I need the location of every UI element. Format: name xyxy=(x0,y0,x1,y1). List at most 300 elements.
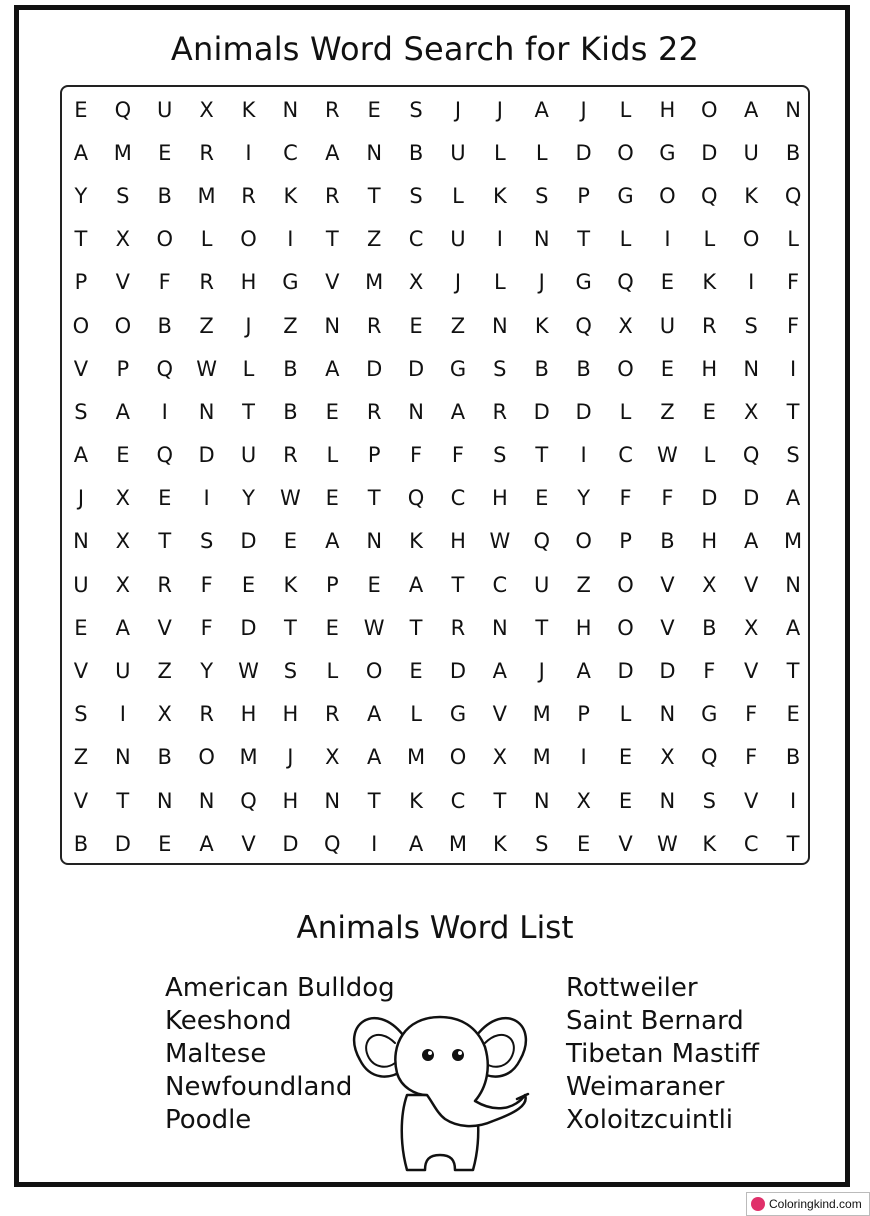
grid-letter: W xyxy=(489,529,511,554)
grid-letter: N xyxy=(156,788,173,813)
grid-letter: F xyxy=(703,659,716,684)
grid-letter: X xyxy=(660,745,675,770)
grid-letter: E xyxy=(367,97,381,122)
grid-letter: U xyxy=(73,572,89,597)
grid-letter: V xyxy=(492,702,508,727)
grid-letter: Q xyxy=(407,486,425,511)
grid-letter: H xyxy=(240,270,257,295)
grid-letter: A xyxy=(785,486,801,511)
grid-letter: A xyxy=(534,97,549,122)
grid-letter: D xyxy=(449,659,467,684)
grid-letter: L xyxy=(410,702,422,727)
word-item: Maltese xyxy=(165,1039,267,1069)
grid-letter: V xyxy=(744,572,759,597)
grid-letter: N xyxy=(282,97,299,122)
grid-letter: I xyxy=(748,270,755,295)
grid-letter: R xyxy=(702,313,717,338)
grid-letter: R xyxy=(199,702,214,727)
grid-letter: L xyxy=(200,227,213,252)
grid-letter: Y xyxy=(242,486,255,511)
grid-letter: Z xyxy=(450,313,466,338)
grid-letter: L xyxy=(494,270,506,295)
grid-letter: C xyxy=(743,831,759,856)
grid-letter: S xyxy=(74,702,88,727)
grid-letter: T xyxy=(451,572,465,597)
grid-letter: F xyxy=(787,270,800,295)
grid-letter: Z xyxy=(199,313,214,338)
grid-letter: K xyxy=(283,572,298,597)
grid-letter: V xyxy=(744,659,759,684)
grid-letter: B xyxy=(785,745,801,770)
grid-letter: N xyxy=(198,399,215,424)
grid-letter: X xyxy=(115,227,131,252)
grid-letter: I xyxy=(161,399,168,424)
grid-letter: N xyxy=(743,356,760,381)
grid-letter: N xyxy=(785,97,801,122)
grid-letter: E xyxy=(660,356,675,381)
grid-letter: V xyxy=(618,831,633,856)
page-title: Animals Word Search for Kids 22 xyxy=(170,30,700,68)
grid-letter: E xyxy=(618,745,633,770)
grid-letter: B xyxy=(73,831,89,856)
grid-letter: O xyxy=(617,572,634,597)
grid-letter: S xyxy=(744,313,758,338)
grid-letter: E xyxy=(660,270,675,295)
grid-letter: G xyxy=(701,702,718,727)
grid-letter: Q xyxy=(114,97,132,122)
grid-letter: Q xyxy=(617,270,634,295)
grid-letter: X xyxy=(576,788,591,813)
grid-letter: T xyxy=(158,529,172,554)
grid-letter: O xyxy=(365,659,383,684)
grid-letter: N xyxy=(659,702,676,727)
grid-letter: R xyxy=(366,399,382,424)
grid-letter: R xyxy=(157,572,173,597)
grid-letter: L xyxy=(326,659,339,684)
grid-letter: E xyxy=(325,486,339,511)
grid-letter: I xyxy=(789,356,797,381)
grid-letter: N xyxy=(114,745,131,770)
grid-letter: N xyxy=(659,788,676,813)
word-item: American Bulldog xyxy=(165,973,395,1003)
grid-letter: H xyxy=(282,788,299,813)
grid-letter: N xyxy=(533,788,550,813)
grid-letter: O xyxy=(240,227,257,252)
grid-letter: O xyxy=(156,227,173,252)
grid-letter: Z xyxy=(283,313,298,338)
grid-letter: J xyxy=(496,97,503,122)
grid-letter: F xyxy=(451,443,464,468)
grid-letter: L xyxy=(494,140,506,165)
grid-letter: S xyxy=(199,529,214,554)
grid-letter: B xyxy=(702,615,717,640)
elephant-icon xyxy=(345,995,535,1185)
grid-letter: O xyxy=(617,140,634,165)
grid-letter: E xyxy=(786,702,800,727)
grid-letter: P xyxy=(577,183,590,208)
grid-letter: N xyxy=(366,140,383,165)
grid-letter: Q xyxy=(701,745,718,770)
grid-letter: K xyxy=(409,529,423,554)
grid-letter: O xyxy=(701,97,718,122)
grid-letter: X xyxy=(115,486,131,511)
grid-letter: D xyxy=(701,140,718,165)
grid-letter: U xyxy=(240,443,257,468)
grid-letter: D xyxy=(240,615,257,640)
grid-letter: K xyxy=(492,831,507,856)
grid-letter: U xyxy=(450,227,466,252)
grid-letter: K xyxy=(492,183,507,208)
grid-letter: O xyxy=(198,745,215,770)
grid-letter: Q xyxy=(533,529,550,554)
grid-letter: K xyxy=(283,183,298,208)
grid-letter: L xyxy=(326,443,339,468)
grid-letter: U xyxy=(157,97,173,122)
grid-letter: I xyxy=(245,140,252,165)
grid-letter: P xyxy=(74,270,88,295)
grid-letter: Q xyxy=(784,183,802,208)
grid-letter: J xyxy=(454,270,462,295)
grid-letter: V xyxy=(157,615,172,640)
word-item: Xoloitzcuintli xyxy=(566,1105,734,1135)
grid-letter: D xyxy=(701,486,718,511)
grid-letter: D xyxy=(743,486,760,511)
grid-letter: F xyxy=(410,443,423,468)
grid-letter: A xyxy=(366,745,382,770)
grid-letter: V xyxy=(115,270,131,295)
grid-letter: Y xyxy=(200,659,214,684)
grid-letter: T xyxy=(283,615,297,640)
grid-letter: G xyxy=(282,270,299,295)
grid-letter: D xyxy=(533,399,550,424)
grid-letter: Z xyxy=(576,572,591,597)
grid-letter: C xyxy=(283,140,298,165)
grid-letter: R xyxy=(324,97,340,122)
grid-letter: A xyxy=(325,140,340,165)
grid-letter: D xyxy=(282,831,299,856)
grid-letter: L xyxy=(619,227,632,252)
grid-letter: D xyxy=(366,356,383,381)
grid-letter: T xyxy=(409,615,423,640)
grid-letter: V xyxy=(325,270,340,295)
word-list-right xyxy=(566,972,759,1137)
grid-letter: Y xyxy=(577,486,591,511)
grid-letter: B xyxy=(660,529,675,554)
grid-letter: C xyxy=(408,227,424,252)
grid-letter: B xyxy=(283,356,298,381)
grid-letter: E xyxy=(158,486,172,511)
grid-letter: L xyxy=(703,443,716,468)
grid-letter: W xyxy=(238,659,259,684)
grid-letter: A xyxy=(492,659,508,684)
grid-letter: H xyxy=(659,97,676,122)
grid-letter: S xyxy=(535,831,549,856)
grid-letter: L xyxy=(242,356,255,381)
word-item: Weimaraner xyxy=(566,1072,725,1102)
grid-letter: F xyxy=(661,486,674,511)
grid-letter: V xyxy=(241,831,256,856)
grid-letter: R xyxy=(241,183,256,208)
grid-letter: N xyxy=(408,399,424,424)
grid-letter: D xyxy=(407,356,425,381)
grid-letter: O xyxy=(449,745,467,770)
grid-letter: F xyxy=(745,702,758,727)
grid-letter: L xyxy=(787,227,799,252)
grid-letter: E xyxy=(241,572,256,597)
grid-letter: C xyxy=(450,788,466,813)
grid-letter: M xyxy=(532,702,551,727)
grid-letter: G xyxy=(575,270,592,295)
grid-letter: K xyxy=(241,97,256,122)
grid-letter: I xyxy=(371,831,378,856)
grid-letter: R xyxy=(324,702,340,727)
word-item: Newfoundland xyxy=(165,1072,353,1102)
grid-letter: O xyxy=(659,183,676,208)
grid-letter: Q xyxy=(575,313,592,338)
grid-letter: O xyxy=(617,356,634,381)
grid-letter: P xyxy=(619,529,632,554)
grid-letter: X xyxy=(618,313,633,338)
grid-letter: F xyxy=(619,486,632,511)
grid-letter: G xyxy=(659,140,676,165)
grid-letter: T xyxy=(535,443,549,468)
grid-letter: A xyxy=(115,615,131,640)
grid-letter: S xyxy=(535,183,549,208)
grid-letter: V xyxy=(744,788,759,813)
grid-letter: Q xyxy=(156,356,173,381)
coloringkind-logo xyxy=(746,1192,870,1216)
grid-letter: N xyxy=(324,313,341,338)
grid-letter: I xyxy=(287,227,294,252)
grid-letter: A xyxy=(785,615,801,640)
grid-letter: L xyxy=(619,702,632,727)
grid-letter: A xyxy=(408,831,424,856)
grid-letter: V xyxy=(73,659,89,684)
grid-letter: L xyxy=(535,140,548,165)
grid-letter: X xyxy=(115,572,131,597)
grid-letter: P xyxy=(325,572,339,597)
grid-letter: Z xyxy=(157,659,172,684)
grid-letter: R xyxy=(199,140,214,165)
grid-letter: E xyxy=(325,615,339,640)
grid-letter: S xyxy=(116,183,130,208)
grid-letter: X xyxy=(115,529,131,554)
grid-letter: W xyxy=(657,443,678,468)
grid-letter: B xyxy=(785,140,801,165)
grid-letter: B xyxy=(283,399,298,424)
grid-letter: E xyxy=(74,97,88,122)
grid-letter: W xyxy=(657,831,678,856)
grid-letter: F xyxy=(200,572,213,597)
grid-letter: M xyxy=(113,140,132,165)
grid-letter: B xyxy=(157,745,172,770)
grid-letter: E xyxy=(535,486,549,511)
grid-letter: U xyxy=(115,659,131,684)
grid-letter: M xyxy=(407,745,426,770)
grid-letter: K xyxy=(702,831,717,856)
word-item: Keeshond xyxy=(165,1006,292,1036)
grid-letter: H xyxy=(701,356,718,381)
grid-letter: R xyxy=(450,615,466,640)
word-item: Rottweiler xyxy=(566,973,698,1003)
grid-letter: X xyxy=(702,572,717,597)
grid-letter: S xyxy=(493,443,507,468)
grid-letter: M xyxy=(448,831,468,856)
grid-letter: X xyxy=(199,97,214,122)
grid-letter: N xyxy=(491,615,508,640)
grid-letter: S xyxy=(409,97,423,122)
grid-letter: D xyxy=(659,659,676,684)
grid-letter: I xyxy=(496,227,503,252)
grid-letter: W xyxy=(196,356,217,381)
grid-letter: E xyxy=(409,313,423,338)
grid-letter: L xyxy=(619,97,632,122)
grid-letter: N xyxy=(73,529,89,554)
grid-letter: A xyxy=(325,356,340,381)
grid-letter: G xyxy=(449,356,467,381)
grid-letter: H xyxy=(240,702,257,727)
grid-letter: I xyxy=(203,486,210,511)
grid-letter: J xyxy=(454,97,462,122)
grid-letter: B xyxy=(534,356,549,381)
grid-letter: E xyxy=(158,831,172,856)
grid-letter: A xyxy=(450,399,466,424)
grid-letter: T xyxy=(577,227,591,252)
grid-letter: T xyxy=(116,788,130,813)
grid-letter: Y xyxy=(74,183,88,208)
grid-letter: K xyxy=(409,788,423,813)
grid-letter: N xyxy=(324,788,341,813)
grid-letter: E xyxy=(618,788,633,813)
grid-letter: S xyxy=(786,443,800,468)
grid-letter: O xyxy=(575,529,592,554)
grid-letter: A xyxy=(366,702,382,727)
grid-letter: H xyxy=(450,529,466,554)
grid-letter: A xyxy=(199,831,214,856)
grid-letter: G xyxy=(449,702,467,727)
word-search-grid xyxy=(60,88,814,865)
grid-letter: F xyxy=(787,313,800,338)
grid-letter: O xyxy=(72,313,90,338)
grid-letter: K xyxy=(744,183,759,208)
grid-letter: U xyxy=(743,140,759,165)
grid-letter: Q xyxy=(742,443,760,468)
grid-letter: J xyxy=(538,270,545,295)
grid-letter: T xyxy=(786,831,800,856)
grid-letter: N xyxy=(198,788,215,813)
grid-letter: K xyxy=(702,270,717,295)
grid-letter: B xyxy=(157,183,172,208)
grid-letter: M xyxy=(784,529,803,554)
grid-letter: N xyxy=(785,572,801,597)
grid-letter: T xyxy=(493,788,507,813)
grid-letter: B xyxy=(157,313,172,338)
grid-letter: V xyxy=(660,615,675,640)
grid-letter: N xyxy=(366,529,383,554)
grid-letter: H xyxy=(575,615,592,640)
grid-letter: R xyxy=(199,270,214,295)
grid-letter: B xyxy=(408,140,424,165)
grid-letter: M xyxy=(365,270,384,295)
grid-letter: T xyxy=(786,659,800,684)
grid-letter: N xyxy=(533,227,550,252)
grid-letter: O xyxy=(114,313,132,338)
grid-letter: Q xyxy=(324,831,341,856)
grid-letter: D xyxy=(240,529,257,554)
grid-letter: A xyxy=(576,659,591,684)
grid-letter: A xyxy=(73,140,89,165)
grid-letter: L xyxy=(619,399,632,424)
grid-letter: H xyxy=(701,529,718,554)
grid-letter: E xyxy=(158,140,172,165)
grid-letter: A xyxy=(744,97,759,122)
grid-letter: I xyxy=(580,745,587,770)
grid-letter: J xyxy=(245,313,252,338)
grid-letter: Q xyxy=(156,443,173,468)
grid-letter: Z xyxy=(366,227,382,252)
grid-letter: O xyxy=(742,227,760,252)
grid-letter: C xyxy=(618,443,633,468)
grid-letter: S xyxy=(702,788,716,813)
word-list-title: Animals Word List xyxy=(296,910,574,946)
grid-letter: B xyxy=(576,356,591,381)
grid-letter: U xyxy=(534,572,550,597)
grid-letter: F xyxy=(158,270,171,295)
grid-letter: X xyxy=(325,745,340,770)
grid-letter: R xyxy=(366,313,382,338)
grid-letter: F xyxy=(745,745,758,770)
grid-letter: H xyxy=(491,486,508,511)
word-item: Poodle xyxy=(165,1105,252,1135)
grid-letter: D xyxy=(575,399,592,424)
grid-letter: V xyxy=(73,356,89,381)
grid-letter: M xyxy=(239,745,258,770)
grid-letter: I xyxy=(580,443,587,468)
grid-letter: E xyxy=(116,443,130,468)
grid-letter: T xyxy=(535,615,549,640)
grid-letter: V xyxy=(73,788,89,813)
grid-letter: J xyxy=(77,486,85,511)
grid-letter: U xyxy=(450,140,466,165)
grid-letter: X xyxy=(157,702,172,727)
grid-letter: C xyxy=(492,572,508,597)
grid-letter: M xyxy=(197,183,216,208)
grid-letter: E xyxy=(576,831,591,856)
grid-letter: T xyxy=(367,788,381,813)
grid-letter: L xyxy=(703,227,716,252)
grid-letter: S xyxy=(283,659,298,684)
grid-letter: L xyxy=(452,183,464,208)
palette-icon xyxy=(751,1197,765,1211)
grid-letter: D xyxy=(198,443,215,468)
grid-letter: K xyxy=(534,313,549,338)
grid-letter: P xyxy=(577,702,590,727)
grid-letter: U xyxy=(659,313,676,338)
grid-letter: T xyxy=(367,486,381,511)
word-item: Saint Bernard xyxy=(566,1006,744,1036)
grid-letter: G xyxy=(617,183,634,208)
grid-letter: J xyxy=(538,659,545,684)
grid-letter: X xyxy=(492,745,508,770)
grid-letter: O xyxy=(617,615,634,640)
grid-letter: I xyxy=(119,702,126,727)
grid-letter: W xyxy=(363,615,385,640)
grid-letter: X xyxy=(744,399,759,424)
grid-letter: Z xyxy=(73,745,89,770)
grid-letter: E xyxy=(367,572,381,597)
grid-letter: S xyxy=(493,356,507,381)
grid-letter: R xyxy=(492,399,508,424)
